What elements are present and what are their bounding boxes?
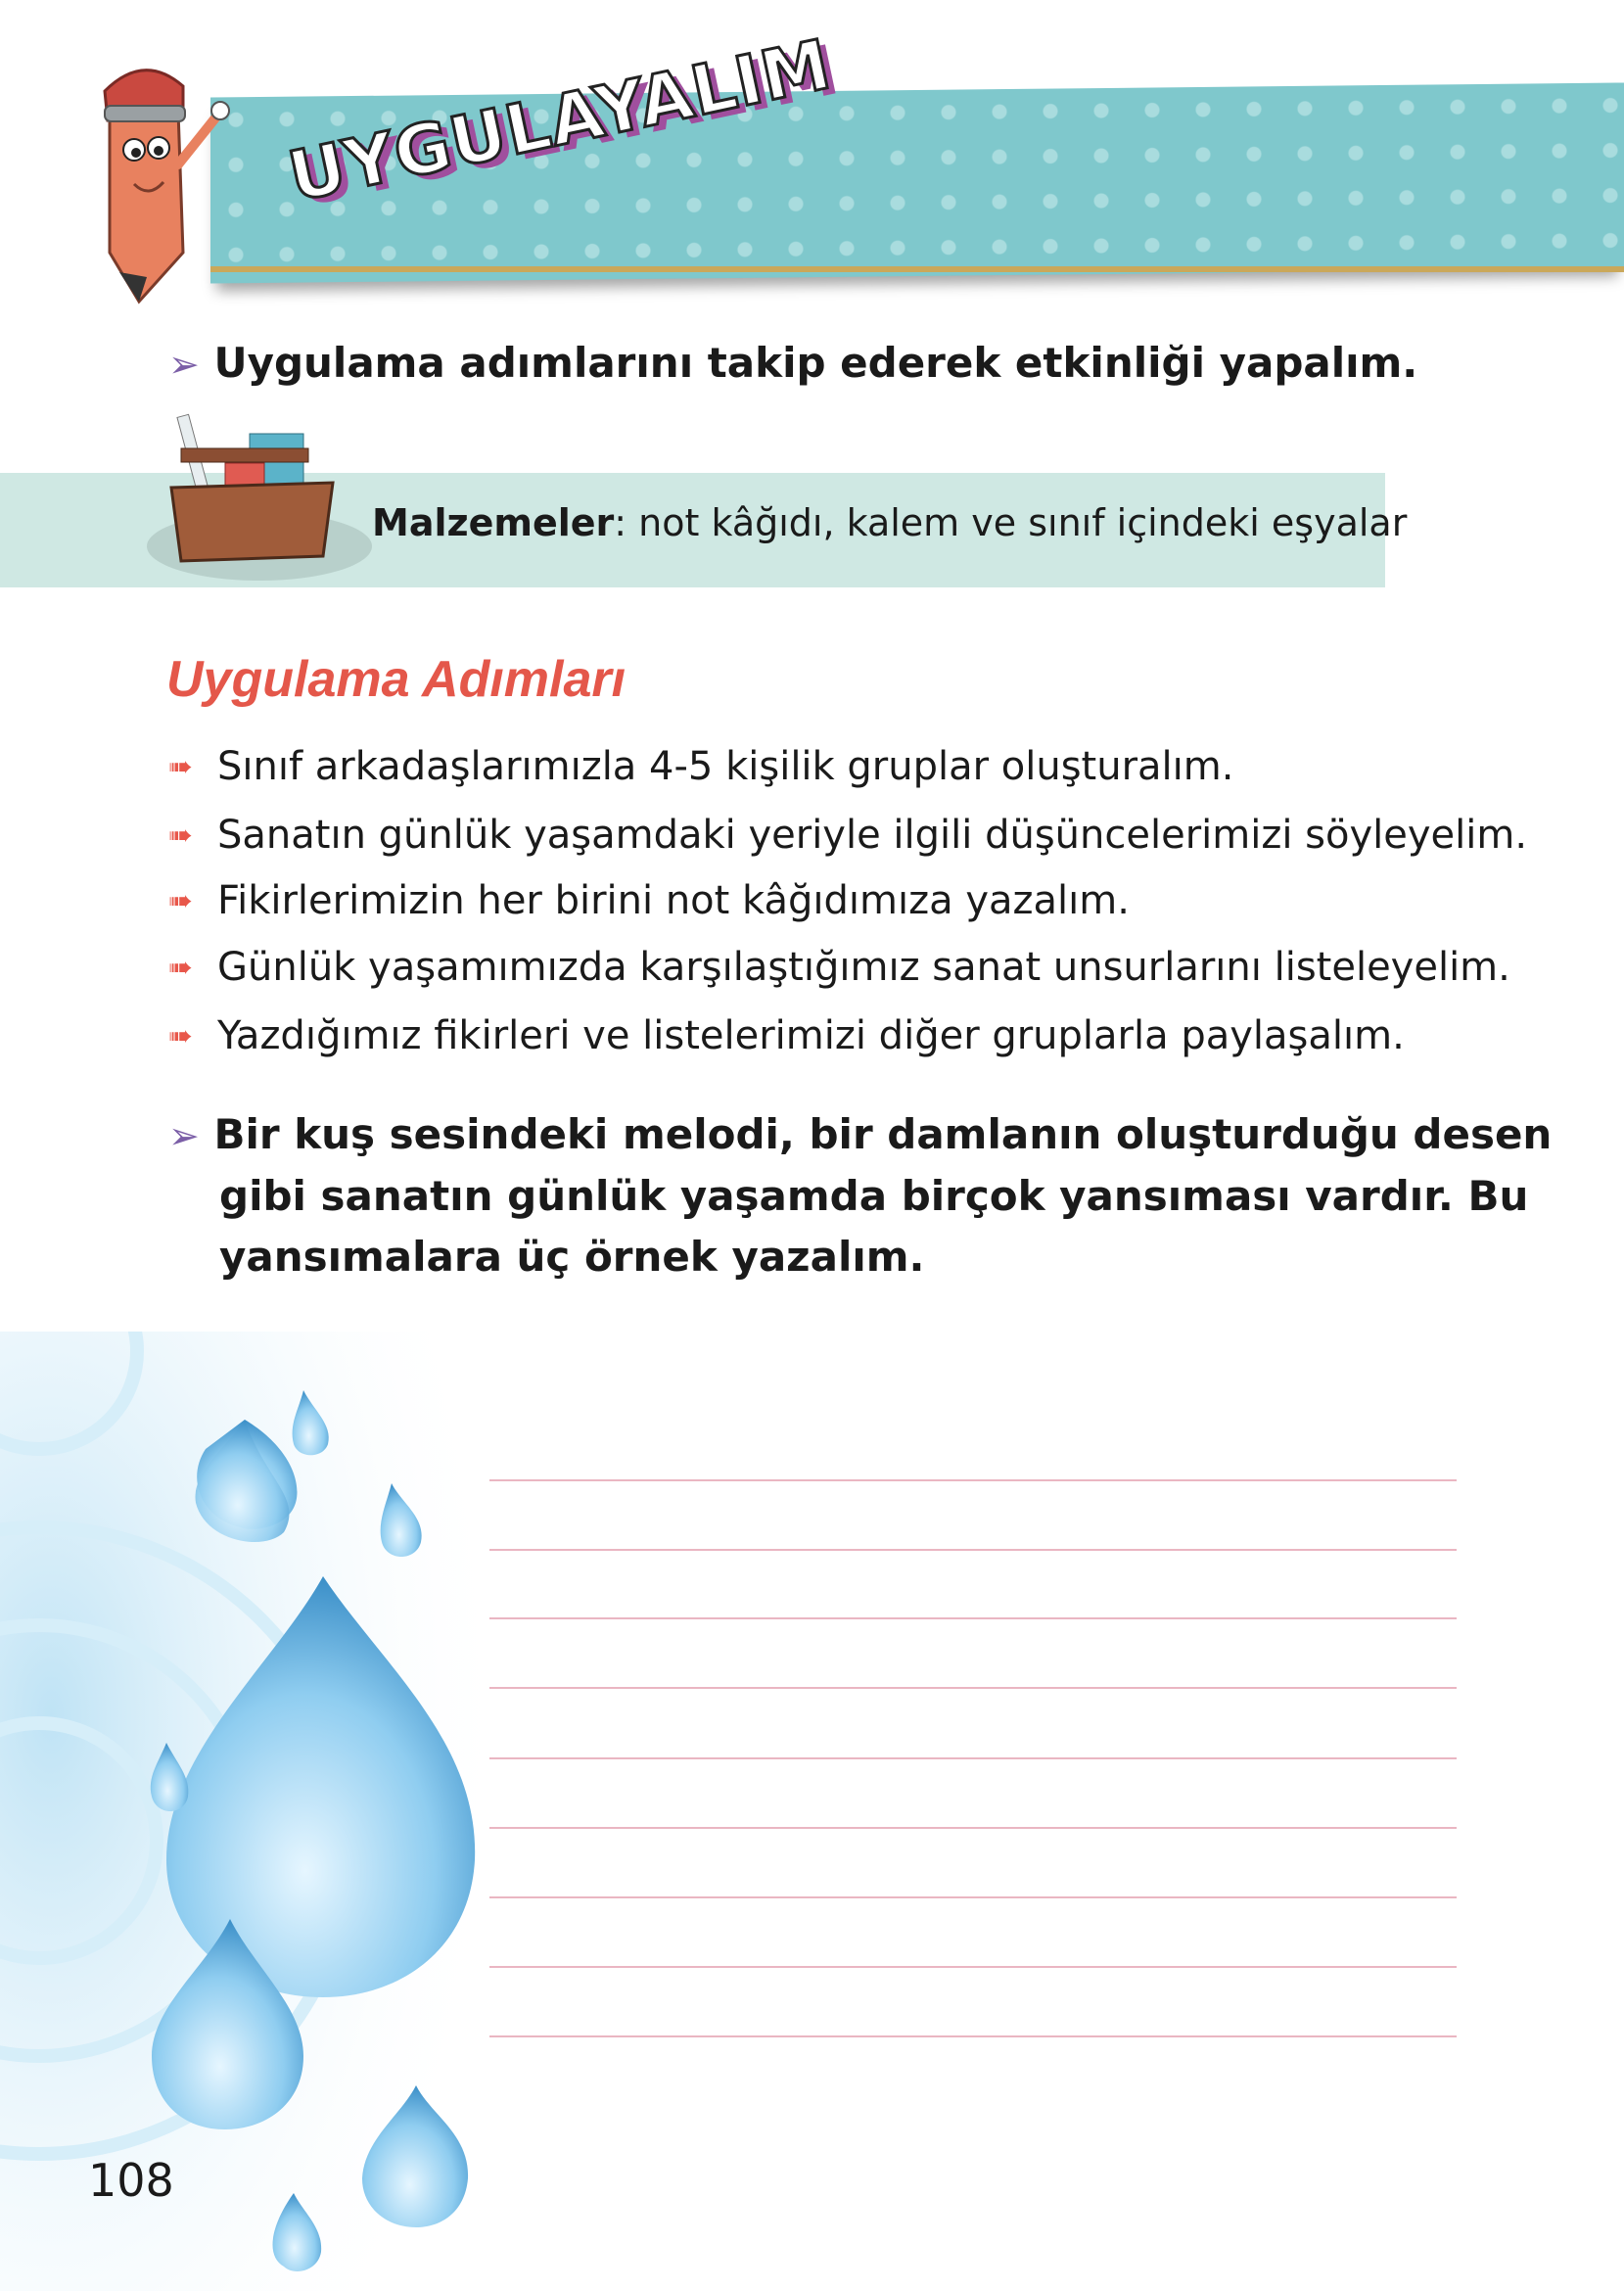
banner-edge <box>210 266 1624 272</box>
step-text: Yazdığımız fikirleri ve listelerimizi diğer gruplarla paylaşalım. <box>217 1013 1405 1058</box>
materials-list: : not kâğıdı, kalem ve sınıf içindeki eşyalar <box>614 501 1408 544</box>
arrow-right-icon: ➠ <box>168 749 194 784</box>
writing-line[interactable] <box>489 1687 1457 1689</box>
step-item <box>168 871 1130 930</box>
step-item <box>168 1006 1405 1065</box>
writing-line[interactable] <box>489 1479 1457 1481</box>
instruction-text: Uygulama adımlarını takip ederek etkinliği yapalım. <box>213 339 1418 387</box>
question <box>168 1104 1552 1287</box>
arrow-right-icon: ➠ <box>168 818 194 853</box>
toolbox-icon <box>142 409 377 581</box>
writing-line[interactable] <box>489 1549 1457 1551</box>
writing-line[interactable] <box>489 1966 1457 1968</box>
instruction <box>168 333 1417 395</box>
arrow-right-icon: ➠ <box>168 1018 194 1053</box>
writing-line[interactable] <box>489 1896 1457 1898</box>
water-drops-illustration <box>0 1332 509 2291</box>
step-item <box>168 806 1527 865</box>
materials <box>372 501 1407 544</box>
step-text: Fikirlerimizin her birini not kâğıdımıza yazalım. <box>217 878 1130 923</box>
materials-label: Malzemeler <box>372 501 615 544</box>
writing-line[interactable] <box>489 1757 1457 1759</box>
bullet-triangle-icon: ➢ <box>168 343 200 386</box>
page-number: 108 <box>88 2154 174 2207</box>
arrow-right-icon: ➠ <box>168 883 194 918</box>
step-item <box>168 737 1233 796</box>
question-line: yansımalara üç örnek yazalım. <box>219 1233 925 1281</box>
step-text: Günlük yaşamımızda karşılaştığımız sanat unsurlarını listeleyelim. <box>217 945 1510 990</box>
writing-line[interactable] <box>489 2035 1457 2037</box>
page-title: UYGULAYALIM <box>281 23 839 217</box>
pencil-mascot-icon <box>90 57 237 311</box>
writing-line[interactable] <box>489 1827 1457 1829</box>
steps-heading: Uygulama Adımları <box>166 651 626 708</box>
step-text: Sanatın günlük yaşamdaki yeriyle ilgili düşüncelerimizi söyleyelim. <box>217 813 1528 858</box>
question-line: Bir kuş sesindeki melodi, bir damlanın oluşturduğu desen <box>213 1110 1553 1158</box>
arrow-right-icon: ➠ <box>168 950 194 985</box>
step-text: Sınıf arkadaşlarımızla 4-5 kişilik gruplar oluşturalım. <box>217 744 1234 789</box>
question-line: gibi sanatın günlük yaşamda birçok yansıması vardır. Bu <box>219 1172 1529 1220</box>
step-item <box>168 938 1510 997</box>
bullet-triangle-icon: ➢ <box>168 1114 200 1157</box>
writing-line[interactable] <box>489 1617 1457 1619</box>
